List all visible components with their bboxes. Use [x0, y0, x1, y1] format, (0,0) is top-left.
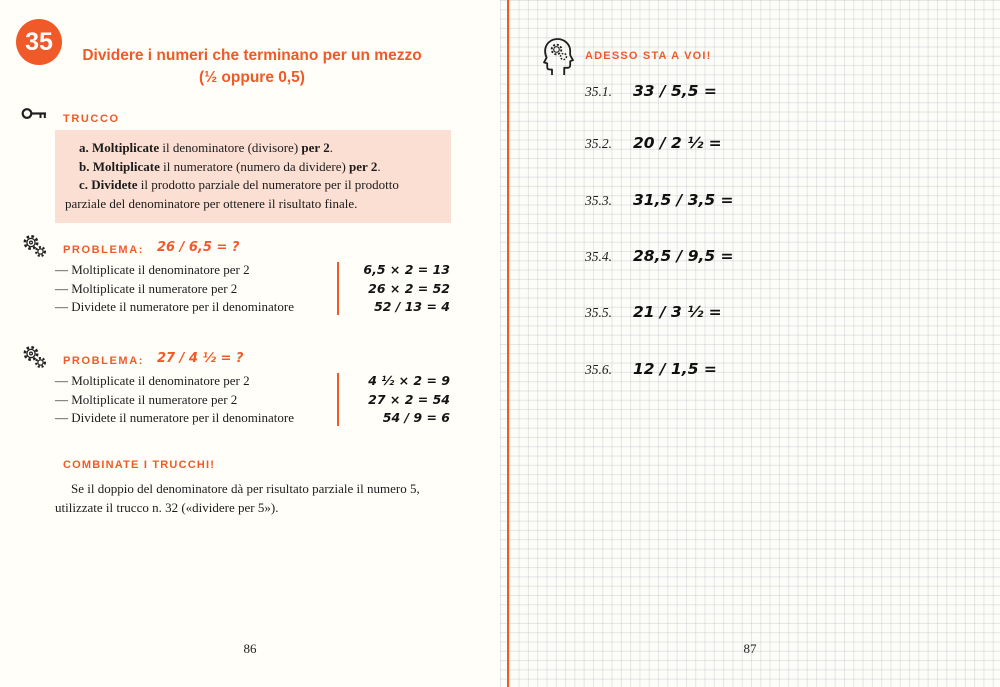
adesso-header: ADESSO STA A VOI! [585, 50, 712, 62]
exercise-expression: 21 / 3 ½ = [633, 303, 722, 321]
problema-equation: 27 / 4 ½ = ? [157, 351, 244, 366]
step-text: — Moltiplicate il denominatore per 2 [55, 373, 250, 388]
step-text: il numeratore (numero da dividere) [159, 158, 350, 174]
title-line-2: (½ oppure 0,5) [199, 69, 305, 86]
combinate-header: COMBINATE I TRUCCHI! [63, 459, 216, 471]
step-bold-text: per 2 [349, 158, 378, 174]
problema-label: PROBLEMA: [63, 244, 145, 256]
notebook-margin-line [507, 0, 509, 687]
exercise-row [585, 247, 734, 269]
step-text: il denominatore (divisore) [159, 140, 302, 155]
trucco-step-b [65, 158, 439, 177]
page-number-left: 86 [243, 641, 257, 656]
exercise-row [585, 303, 722, 325]
problema-step-row [55, 298, 452, 317]
step-letter: b. [79, 158, 90, 174]
step-text: — Moltiplicate il numeratore per 2 [55, 391, 238, 407]
step-bold-text: Moltiplicate [92, 140, 160, 155]
title-line-1: Dividere i numeri che terminano per un mezzo [82, 47, 422, 64]
step-bold-text: Moltiplicate [92, 158, 160, 174]
trucco-header: TRUCCO [63, 113, 120, 125]
step-letter: a. [79, 140, 89, 155]
exercise-expression: 28,5 / 9,5 = [633, 247, 734, 265]
problema-label: PROBLEMA: [63, 355, 145, 367]
problema-equation: 26 / 6,5 = ? [157, 240, 240, 255]
key-icon [21, 105, 48, 122]
problema-1-header [63, 240, 239, 258]
problema-1-steps [55, 261, 452, 317]
exercise-expression: 33 / 5,5 = [633, 82, 717, 100]
step-text: — Moltiplicate il denominatore per 2 [55, 262, 250, 277]
step-text: — Dividete il numeratore per il denominatore [55, 410, 294, 425]
problema-step-row [55, 280, 452, 299]
step-calc: 52 / 13 = 4 [374, 299, 450, 314]
step-text: . [377, 158, 381, 174]
step-text: — Dividete il numeratore per il denominatore [55, 299, 294, 314]
step-calc: 4 ½ × 2 = 9 [368, 373, 450, 388]
exercise-number: 35.6. [585, 362, 612, 377]
trucco-box [55, 130, 451, 223]
exercise-number: 35.5. [585, 305, 612, 320]
head-gears-icon [540, 36, 574, 76]
step-calc: 26 × 2 = 52 [368, 280, 450, 296]
exercise-row [585, 360, 717, 382]
step-bold-text: Dividete [91, 177, 138, 192]
step-text: . [329, 140, 333, 155]
problema-2-steps [55, 372, 452, 428]
exercise-row [585, 134, 722, 156]
exercise-expression: 20 / 2 ½ = [633, 134, 722, 152]
exercise-row [585, 82, 717, 104]
gears-icon [20, 232, 48, 260]
combinate-text: Se il doppio del denominatore dà per risultato parziale il numero 5, utilizzate il trucco n. 32 («dividere per 5»). [55, 481, 420, 515]
problema-step-row [55, 261, 452, 280]
step-letter: c. [79, 177, 89, 192]
exercise-number: 35.2. [585, 136, 612, 151]
step-text: — Moltiplicate il numeratore per 2 [55, 280, 238, 296]
trucco-step-c [65, 176, 439, 213]
step-text: il prodotto parziale del numeratore per il prodotto parziale del denominatore per ottenere il risultato finale. [65, 177, 399, 211]
trucco-step-a [65, 139, 439, 158]
trick-number-badge: 35 [16, 19, 62, 65]
problema-2-header [63, 351, 243, 369]
step-bold-text: per 2 [301, 140, 330, 155]
exercise-expression: 12 / 1,5 = [633, 360, 717, 378]
exercise-row [585, 191, 734, 213]
exercise-expression: 31,5 / 3,5 = [633, 191, 734, 209]
exercise-number: 35.4. [585, 249, 612, 264]
problema-step-row [55, 391, 452, 410]
problema-step-row [55, 372, 452, 391]
page-title [58, 45, 446, 89]
gears-icon [20, 343, 48, 371]
exercise-number: 35.3. [585, 193, 612, 208]
page-number-right: 87 [743, 641, 757, 656]
step-calc: 27 × 2 = 54 [368, 391, 450, 407]
step-calc: 6,5 × 2 = 13 [363, 262, 450, 277]
problema-step-row [55, 409, 452, 428]
step-calc: 54 / 9 = 6 [382, 410, 450, 425]
exercise-number: 35.1. [585, 84, 612, 99]
right-page [500, 0, 1000, 687]
